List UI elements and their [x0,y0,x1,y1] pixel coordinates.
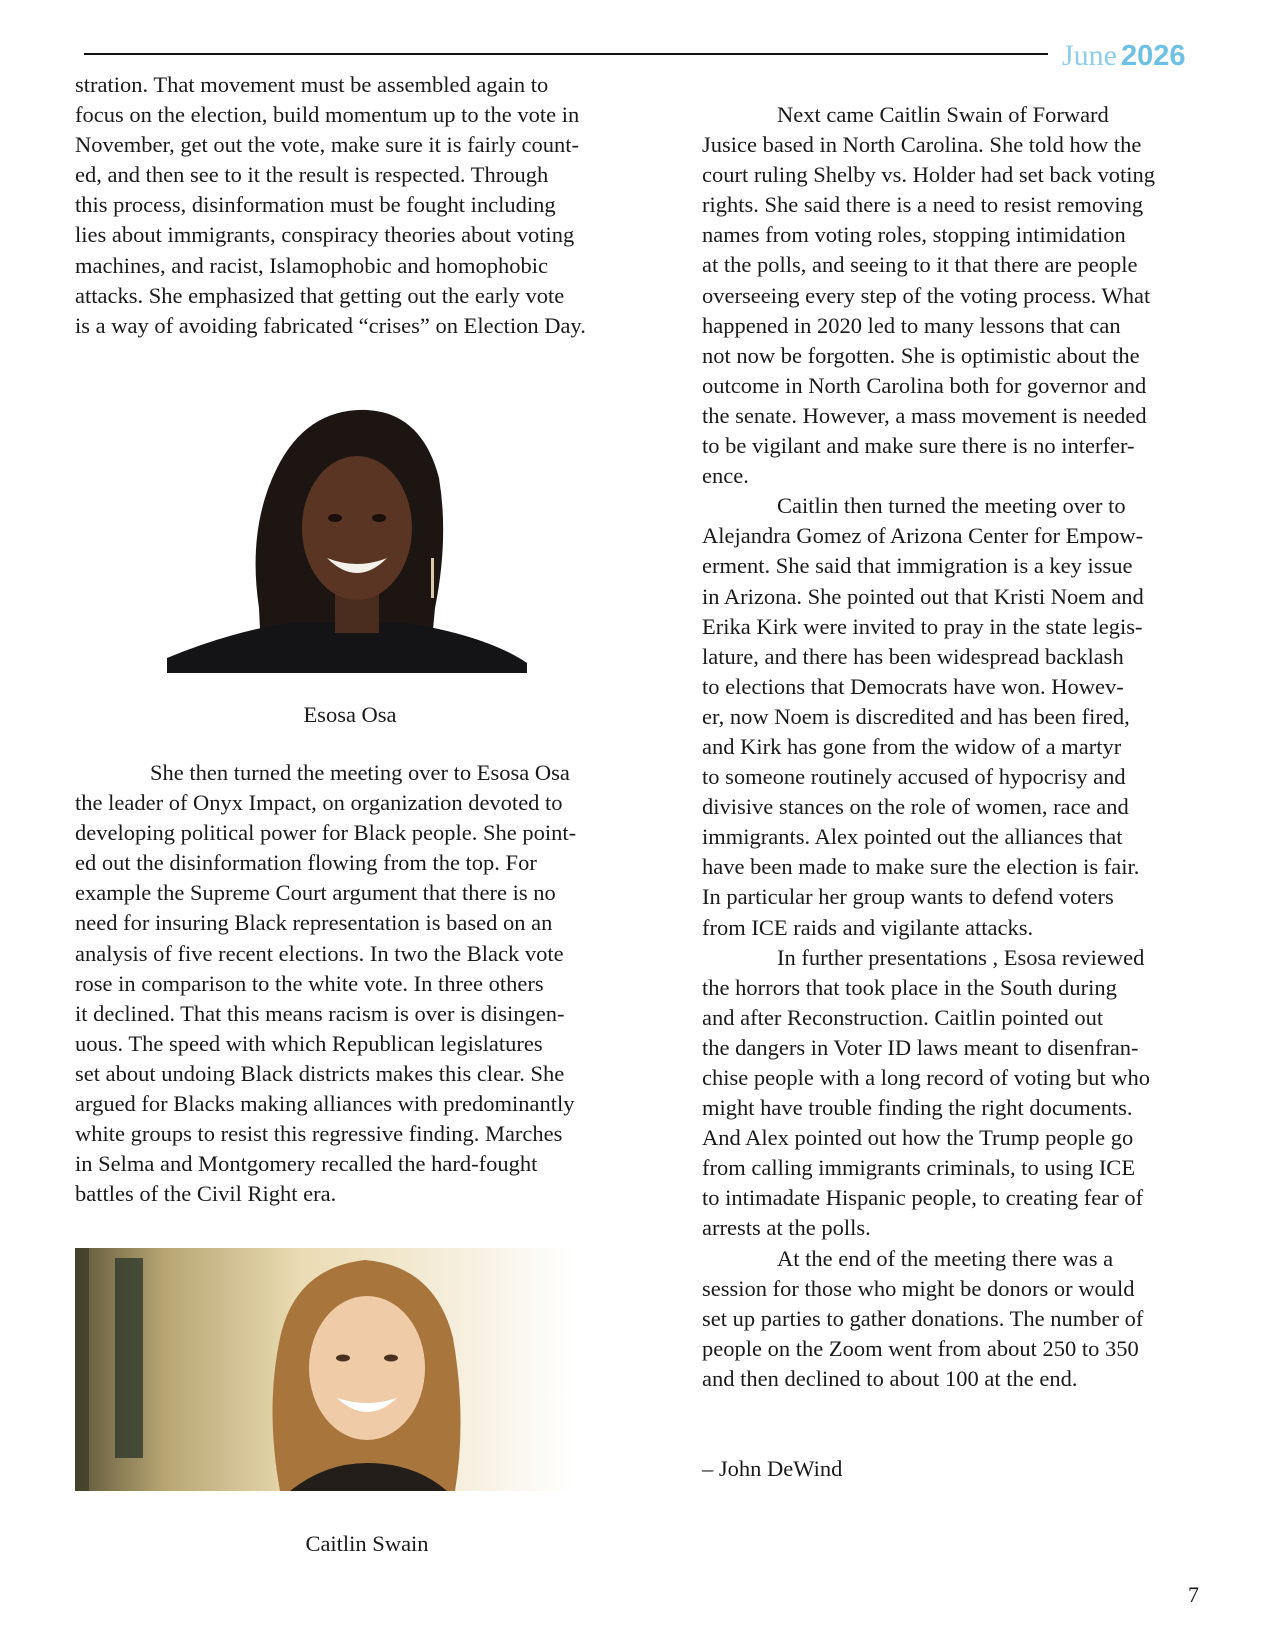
text-line: November, get out the vote, make sure it is fairly count- [75,132,579,158]
text-line: Alejandra Gomez of Arizona Center for Empow- [702,523,1144,549]
text-line: not now be forgotten. She is optimistic about the [702,342,1140,368]
text-line: to intimadate Hispanic people, to creating fear of [702,1185,1144,1211]
text-line: in Arizona. She pointed out that Kristi Noem and [702,583,1144,609]
text-line: to someone routinely accused of hypocrisy and [702,764,1126,790]
photo-caitlin-swain [75,1248,575,1491]
text-line: attacks. She emphasized that getting out the early vote [75,282,565,308]
right-column [702,100,1207,1394]
text-line: uous. The speed with which Republican legislatures [75,1030,543,1056]
issue-month: June [1062,39,1117,72]
text-line: And Alex pointed out how the Trump people go [702,1125,1134,1151]
text-line: to elections that Democrats have won. Howev- [702,673,1124,699]
text-line: arrests at the polls. [702,1215,871,1241]
text-line: immigrants. Alex pointed out the alliances that [702,824,1123,850]
text-line: er, now Noem is discredited and has been fired, [702,703,1130,729]
photo-caption-swain: Caitlin Swain [305,1531,429,1556]
text-line: from ICE raids and vigilante attacks. [702,914,1034,940]
photo-caption-osa: Esosa Osa [303,702,397,727]
portrait-illustration [75,1248,575,1491]
text-line: In particular her group wants to defend voters [702,884,1114,910]
text-line: erment. She said that immigration is a key issue [702,553,1133,579]
text-line: set about undoing Black districts makes this clear. She [75,1060,565,1086]
text-line: ed, and then see to it the result is respected. Through [75,162,549,188]
text-line: At the end of the meeting there was a [777,1245,1114,1271]
text-line: people on the Zoom went from about 250 to 350 [702,1335,1139,1361]
text-line: Next came Caitlin Swain of Forward [777,102,1109,127]
text-line: the leader of Onyx Impact, on organization devoted to [75,790,563,816]
text-line: analysis of five recent elections. In two the Black vote [75,940,564,966]
text-line: from calling immigrants criminals, to using ICE [702,1155,1136,1181]
author-signature: – John DeWind [702,1456,843,1481]
text-line: She then turned the meeting over to Esosa Osa [150,760,570,785]
text-line: Jusice based in North Carolina. She told how the [702,132,1142,158]
text-line: lature, and there has been widespread backlash [702,643,1124,669]
text-line: it declined. That this means racism is over is disingen- [75,1000,565,1026]
text-line: developing political power for Black people. She point- [75,820,577,846]
text-line: need for insuring Black representation is based on an [75,910,553,936]
text-line: is a way of avoiding fabricated “crises” on Election Day. [75,312,586,338]
text-line: ence. [702,463,749,489]
text-line: in Selma and Montgomery recalled the hard-fought [75,1151,538,1177]
text-line: and Kirk has gone from the widow of a martyr [702,733,1122,759]
page-number: 7 [1188,1582,1199,1607]
text-line: battles of the Civil Right era. [75,1181,337,1207]
text-line: In further presentations , Esosa reviewed [777,944,1145,970]
text-line: court ruling Shelby vs. Holder had set back voting [702,162,1156,188]
text-line: chise people with a long record of voting but who [702,1065,1151,1090]
left-column-bottom [75,758,650,1209]
text-line: at the polls, and seeing to it that there are people [702,252,1138,278]
text-line: argued for Blacks making alliances with predominantly [75,1091,575,1117]
text-line: outcome in North Carolina both for governor and [702,372,1147,398]
text-line: to be vigilant and make sure there is no interfer- [702,433,1135,459]
text-line: the dangers in Voter ID laws meant to disenfran- [702,1034,1139,1060]
text-line: stration. That movement must be assembled again to [75,72,549,97]
text-line: have been made to make sure the election is fair. [702,854,1140,880]
text-line: ed out the disinformation flowing from the top. For [75,850,537,876]
text-line: names from voting roles, stopping intimidation [702,222,1126,248]
portrait-illustration [167,408,527,673]
issue-year: 2026 [1121,40,1186,72]
text-line: and after Reconstruction. Caitlin pointed out [702,1004,1104,1030]
text-line: happened in 2020 led to many lessons that can [702,312,1121,338]
text-line: white groups to resist this regressive finding. Marches [75,1121,563,1147]
photo-esosa-osa [167,408,527,673]
text-line: example the Supreme Court argument that there is no [75,880,556,906]
text-line: focus on the election, build momentum up to the vote in [75,102,580,128]
left-column-top [75,70,650,341]
text-line: the senate. However, a mass movement is needed [702,402,1147,428]
text-line: might have trouble finding the right documents. [702,1095,1133,1121]
text-line: rose in comparison to the white vote. In three others [75,970,544,996]
text-line: lies about immigrants, conspiracy theories about voting [75,222,575,248]
text-line: session for those who might be donors or would [702,1275,1135,1301]
text-line: machines, and racist, Islamophobic and homophobic [75,252,549,278]
text-line: divisive stances on the role of women, race and [702,794,1129,820]
text-line: and then declined to about 100 at the end. [702,1365,1078,1391]
text-line: Caitlin then turned the meeting over to [777,493,1126,519]
text-line: overseeing every step of the voting process. What [702,282,1151,308]
issue-date [1062,36,1212,81]
text-line: set up parties to gather donations. The number of [702,1305,1144,1331]
text-line: this process, disinformation must be fought including [75,192,556,218]
text-line: rights. She said there is a need to resist removing [702,192,1144,218]
header-rule [84,53,1048,55]
text-line: Erika Kirk were invited to pray in the state legis- [702,613,1143,639]
text-line: the horrors that took place in the South during [702,974,1117,1000]
